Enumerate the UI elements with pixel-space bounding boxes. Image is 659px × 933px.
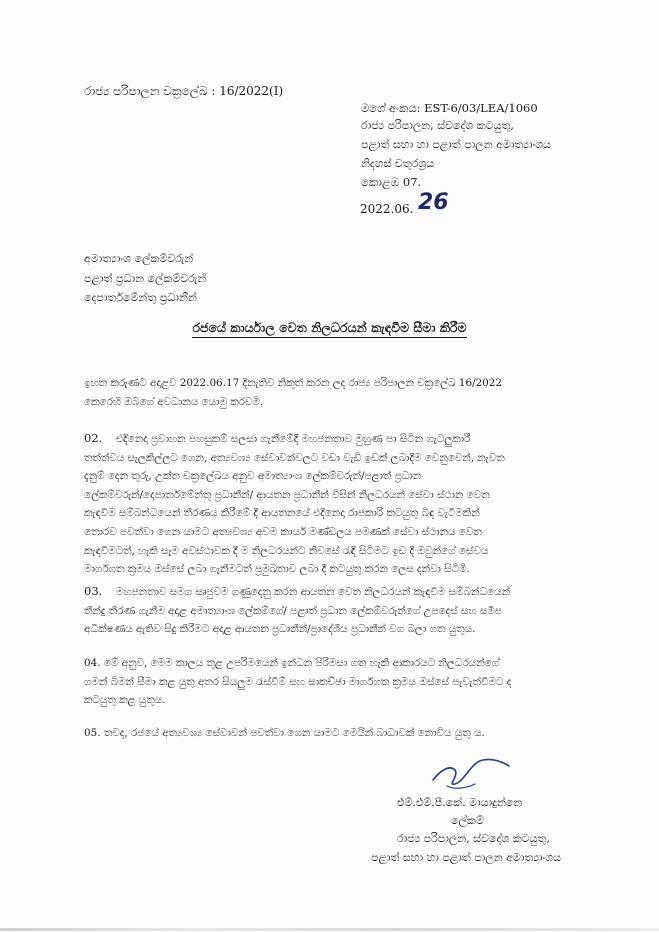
paragraph-line: 04. මේ අනුව, මෙම කාලය තුළ උපරිමයෙන් ඉන්ධන පිරිමසා ගත හැකි ආකාරයට නිලධරයන්ගේ [84,657,500,669]
intro-line: ඉහත කරුණට අදාළව 2022.06.17 දිනැතිව නිකුත් කරන ලද රාජ්‍ය පරිපාලන චක්‍රලේඛ 16/2022 [84,377,503,389]
recipient-line: අමාත්‍යාංශ ලේකම්වරුන් [84,252,194,265]
paragraph-line: තත්ත්වය සැලකිල්ලට ගෙන, අත්‍යවශ්‍ය සේවාවන්වලට වඩා වැඩි ඉඩක් ලබාදීම වෙනුවෙන්, නැවත [84,451,505,464]
intro-line: කෙරෙහි ඔබගේ අවධානය යොමු කරවමි. [84,395,264,408]
paragraph-line: දැනුම් දෙන තුරු, උක්ත චක්‍රලේඛය අනුව අමාත්‍යාංශ ලේකම්වරුන්/පළාත් ප්‍රධාන [84,470,422,483]
handwritten-signature [425,750,515,795]
paragraph-line: මහජනතාව සමග සෘජුවම ගණුදෙනු කරන ආයතන වෙත නිලධරයන් කැඳවීම සම්බන්ධයෙන් [116,586,511,598]
subject-heading [0,320,659,336]
paragraph-line: කටයුතු කළ යුතුය. [84,694,166,707]
reference-number: මගේ අංකය: EST-6/03/LEA/1060 [361,101,538,115]
paragraph-line: ගමන් බිමන් සීමා කළ යුතු අතර සියලුම රැස්වීම් සහ සාකච්ඡා මාර්ගගත ක්‍රමය ඔස්සේ පැවැත්වීමට ද [84,675,512,688]
handwritten-date-day: 26 [418,190,449,215]
paragraph-05 [84,724,590,743]
signatory-org-line: පළාත් සභා හා පළාත් පාලන අමාත්‍යාංශය [371,851,562,864]
paragraph-number: 02. [84,431,103,445]
paragraph-03 [84,583,590,639]
sender-address-line: පළාත් සභා හා පළාත් පාලන අමාත්‍යාංශය [361,138,552,151]
recipient-line: දෙපාර්තමේන්තු ප්‍රධානීන් [84,291,197,304]
sender-address-line: කොළඹ 07. [361,175,422,189]
paragraph-02 [84,430,590,579]
paragraph-line: මාර්ගගත ක්‍රමය ඔස්සේ ලබා ගැනීමටත් ප්‍රමුඛතාව ලබා දී කටයුතු කරන ලෙස දන්වා සිටිමි. [84,563,470,576]
paragraph-line: අධීක්ෂණය ඇතිව සිදු කිරීමට අදාළ ආයතන ප්‍රධානීන්/ප්‍රාදේශීය ප්‍රධානීන් වග බලා ගත යුතුය. [84,623,476,636]
letter-date: 2022.06. [360,202,414,216]
signatory-org-line: රාජ්‍ය පරිපාලන, ස්වදේශ කටයුතු, [397,832,550,845]
paragraph-line: තොරව පවත්වා ගෙන යාමට අත්‍යවශ්‍ය අවම කාර්ය මණ්ඩලය පමණක් සේවා ස්ථානය වෙත [84,525,482,538]
circular-reference: රාජ්‍ය පරිපාලන චක්‍රලේඛ : 16/2022(I) [84,84,284,98]
paragraph-number: 03. [84,584,103,598]
paragraph-line: එදිනෙදා ප්‍රවාහන පහසුකම් සලසා ගැනීමේදී මහජනතාව මුහුණ පා සිටින ගැටලුකාරී [116,433,471,445]
subject-text: රජයේ කාර්යාල වෙත නිලධරයන් කැඳවීම සීමා කිරීම [192,320,466,338]
paragraph-04 [84,654,590,710]
scan-edge [0,928,659,931]
paragraph-line: තීන්දු තීරණ ගැනීම අදාළ අමාත්‍යාංශ ලේකම්ගේ/ පළාත් ප්‍රධාන ලේකම්වරුන්ගේ උපදෙස් සහ සමීප [84,604,502,617]
recipient-line: පළාත් ප්‍රධාන ලේකම්වරුන් [84,272,207,285]
paragraph-line: 05. තවද, රජයේ අත්‍යවශ්‍ය සේවාවන් පවත්වා ගෙන යාමට මෙයින් බාධාවක් නොවිය යුතු ය. [84,727,485,739]
paragraph-line: කැඳවීම සම්බන්ධයෙන් තීරණය කිරීමේ දී ආයතනයේ එදිනෙදා රාජකාරි කටයුතු බිඳ වැටීමකින් [84,507,480,520]
intro-paragraph [84,374,590,411]
paragraph-line: ලේකම්වරුන්/දෙපාර්තමේන්තු ප්‍රධානීන්/ ආයතන ප්‍රධානීන් විසින් නිලධරයන් සේවා ස්ථාන වෙත [84,488,490,501]
sender-address-line: රාජ්‍ය පරිපාලන, ස්වදේශ කටයුතු, [361,119,514,132]
sender-address-line: නිදහස් චතුරශ්‍රය [361,157,435,170]
signatory-name: එම්.එම්.පී.කේ. මායාදුන්නෙ [397,796,523,809]
paragraph-line: කැඳවීමටත්, හැකි සෑම අවස්ථාවක දී ම නිලධරයන්ට නිවසේ රැඳී සිටිමට ඉඩ දී ඔවුන්ගේ සේවය [84,544,489,557]
signatory-title: ලේකම් [451,814,484,827]
